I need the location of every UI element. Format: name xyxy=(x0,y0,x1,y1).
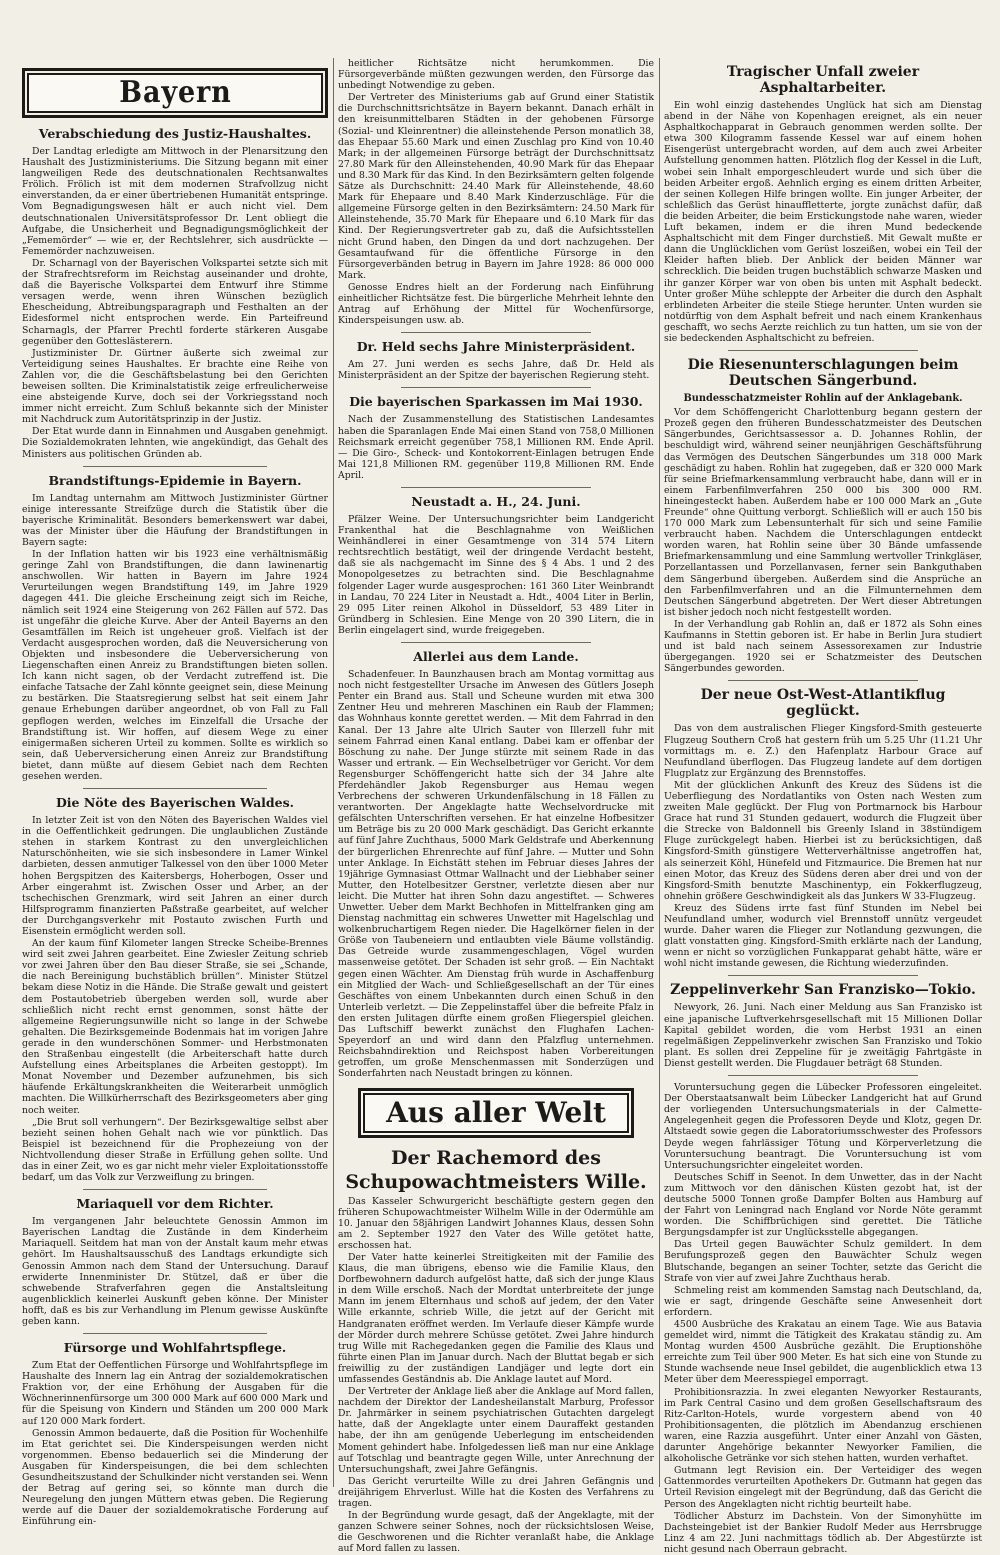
article-separator xyxy=(83,1189,267,1190)
article-paragraph: Prohibitionsrazzia. In zwei eleganten Newyorker Restaurants, im Park Central Casino und dem großen Gesellschaftsraum des Ritz-Carlton-Hotels, wurde vorgestern abend von 40 Prohibitionsagenten, die plötzlich im Abendanzug erschienen waren, eine Razzia ausgeführt. Unter einer Anzahl von Gästen, darunter Angehörige bekannter Newyorker Familien, die alkoholische Getränke vor sich stehen hatten, wurden verhaftet. xyxy=(664,1386,982,1465)
column-3 xyxy=(664,58,982,1555)
article-paragraph: Schadenfeuer. In Baunzhausen brach am Montag vormittag aus noch nicht festgestellter Ursache im Anwesen des Gütlers Joseph Penter ein Brand aus. Stall und Scheune wurden mit etwa 300 Zentner Heu und mehreren Maschinen ein Raub der Flammen; das Wohnhaus konnte gerettet werden. — Mit dem Fahrrad in den Kanal. Der 13 Jahre alte Ulrich Sauter von Illerzell fuhr mit seinem Fahrrad einen Kanal entlang. Dabei kam er offenbar der Böschung zu nahe. Der Junge stürzte mit seinem Rade in das Wasser und ertrank. — Ein Wechselbetrüger vor Gericht. Vor dem Regensburger Schöffengericht hatte sich der 34 Jahre alte Pferdehändler Jakob Regensburger aus Hemau wegen Verbrechens der schweren Urkundenfälschung in 18 Fällen zu verantworten. Der Angeklagte hatte Wechselvordrucke mit gefälschten Unterschriften versehen. Er hat einzelne Hofbesitzer um Beträge bis zu 20 000 Mark geschädigt. Das Gericht erkannte auf fünf Jahre Zuchthaus, 5000 Mark Geldstrafe und Aberkennung der bürgerlichen Ehrenrechte auf fünf Jahre. — Mutter und Sohn unter Anklage. In Eichstätt stehen im Februar dieses Jahres der 19jährige Gymnasiast Ottmar Wallnacht und der Liebhaber seiner Mutter, den Hotelbesitzer Gerstner, verletzte diesen aber nur leicht. Die Mutter hat ihren Sohn dazu angestiftet. — Schweres Unwetter. Ueber dem Markt Bechhofen in Mittelfranken ging am Dienstag nachmittag ein schweres Unwetter mit Hagelschlag und wolkenbruchartigem Regen nieder. Die Hagelkörner fielen in der Größe von Taubeneiern und entlaubten viele Bäume vollständig. Das Getreide wurde zusammengeschlagen, Vögel wurden massenweise getötet. Der Schaden ist sehr groß. — Ein Nachtakt gegen einen Wächter. Am Dienstag früh wurde in Aschaffenburg ein Mitglied der Wach- und Schließgesellschaft an der Tür eines Geschäftes von einem Unbekannten durch einen Schuß in den Unterleib verletzt. — Die Zeppelinstaffel über die befreite Pfalz in den ersten Julitagen dürfte einem großen Fliegerspiel gleichen. Das Luftschiff bewerkt zunächst den Flughafen Lachen-Speyerdorf an und wird dann den Pfalzflug unternehmen. Reichsbahndirektion und Reichspost haben Vorbereitungen getroffen, um große Menschenmassen mit Sonderzügen und Sonderfahrten nach Neustadt bringen zu können. xyxy=(338,669,654,1080)
article-paragraph: Ein wohl einzig dastehendes Unglück hat sich am Dienstag abend in der Nähe von Kopenhagen ereignet, als ein neuer Asphaltkochapparat in Gebrauch genommen werden sollte. Der etwa 300 Kilogramm fassende Kessel war auf einem hohen Eisengerüst untergebracht worden, auf dem auch zwei Arbeiter Aufstellung genommen hatten. Plötzlich flog der Kessel in die Luft, wobei sein Inhalt emporgeschleudert wurde und sich über die beiden Arbeiter ergoß. Aehnlich erging es einem dritten Arbeiter, der seinen Kollegen Hilfe bringen wollte. Ein junger Arbeiter, der schleßlich das Gerüst hinauffletterte, jorgte zunächst dafür, daß die beiden Arbeiter, die beim Erstickungstode nahe waren, wieder Luft bekamen, indem er die ihren Mund bedeckende Asphaltschicht mit dem Finger durchstieß. Mit Gewalt mußte er dann die Unglücklichen vom Gerüst loszeißen, wobei ein Teil der Kleider haften blieb. Der Anblick der beiden Männer war schrecklich. Die beiden trugen buchstäblich schwarze Masken und ihr ganzer Körper war von oben bis unten mit Asphalt bedeckt. Unter großer Mühe schleppte der Arbeiter die durch den Asphalt erblindeten Arbeiter die steile Stiege herunter. Unten wurden sie notdürftig von dem Asphalt befreit und nach einem Krankenhaus geschafft, wo sechs Aerzte reichlich zu tun hatten, um sie von der sie bedeckenden Asphaltschicht zu befreien. xyxy=(664,100,982,344)
article-separator xyxy=(83,466,267,467)
article-headline: Fürsorge und Wohlfahrtspflege. xyxy=(63,1340,287,1356)
feature-body xyxy=(338,1196,654,1555)
article-headline: Dr. Held sechs Jahre Ministerpräsident. xyxy=(356,339,636,355)
article-paragraph: Newyork, 26. Juni. Nach einer Meldung aus San Franzisko ist eine japanische Luftverkehrsgesellschaft mit 15 Millionen Dollar Kapital gebildet worden, die vom Herbst 1931 an einen regelmäßigen Zeppelinverkehr zwischen San Franzisko und Tokio plant. Es sollen drei Zeppeline für je zweitägig Fahrtgäste in Dienst gestellt werden. Die Flugdauer beträgt 68 Stunden. xyxy=(664,1002,982,1069)
article-paragraph: Deutsches Schiff in Seenot. In dem Unwetter, das in der Nacht zum Mittwoch vor den dänischen Küsten gezobt hat, ist der deutsche 5000 Tonnen große Dampfer Bolten aus Hamburg auf der Fahrt von Leningrad nach England vor Norde Nöte gerammt worden. Die Schiffbrüchigen sind gerettet. Die Tätliche Bergungsdampfer ist zur Unglücksstelle abgegangen. xyxy=(664,1171,982,1239)
article-paragraph: Vor dem Schöffengericht Charlottenburg begann gestern der Prozeß gegen den früheren Bundesschatzmeister des Deutschen Sängerbundes, Gerichtsassessor a. D. Johannes Rohlin, der beschuldigt wird, während seiner neunjährigen Geschäftsführung das Vermögen des Deutschen Sängerbundes um 318 000 Mark geschädigt zu haben. Rohlin hat zugegeben, daß er 320 000 Mark für seine Briefmarkensammlung verbraucht habe, dann will er in einem Farbenfilmverfahren 250 000 bis 300 000 RM. hineingesteckt haben. Außerdem habe er 100 000 Mark an „Gute Freunde“ ohne Quittung verborgt. Schließlich will er auch 150 bis 170 000 Mark zum Lebensunterhalt für sich und seine Familie verbraucht haben. Nachdem die Unterschlagungen entdeckt worden waren, hat Rohlin seine über 30 Bände umfassende Briefmarkensammlung und eine Sammlung wertvoller Trinkgläser, Porzellantassen und Porzellanvasen, ferner sein Bankguthaben dem Sängerbund übergeben. Außerdem sind die Ansprüche an den Farbenfilmverfahren und an die Filmunternehmen dem Deutschen Sängerbund abgetreten. Der Wert dieser Abtretungen ist bisher jedoch noch nicht festgestellt worden. xyxy=(664,407,982,618)
article-paragraph: Der Landtag erledigte am Mittwoch in der Plenarsitzung den Haushalt des Justizministeriums. Die Sitzung begann mit einer langweiligen Rede des deutschnationalen Rechtsanwaltes Frölich. Frölich ist mit dem modernen Strafvollzug nicht einverstanden, da er einer übertriebenen Humanität entspringe. Vom Begnadigungswesen hält er auch nicht viel. Dem deutschnationalen Universitätsprofessor Dr. Lent obliegt die Aufgabe, die Unsicherheit und Begnadigungsmöglichkeit der „Fememörder“ — wie er, der Rechtslehrer, sich ausdrückte — Fememörder nachzuweisen. xyxy=(22,146,328,257)
article-paragraph: Der Vertreter der Anklage ließ aber die Anklage auf Mord fallen, nachdem der Direktor der Landesheilanstalt Marburg, Professor Dr. Jahrmärker in seinem psychiatrischen Gutachten dargelegt hatte, daß der Angeklagte unter einem Dauraffekt gestanden habe, der ihn am genügende Ueberlegung im entscheidenden Moment gehindert habe. Infolgedessen ließ man nur eine Anklage auf Totschlag und beantragte gegen Wille, unter Anrechnung der Untersuchungshaft, zwei Jahre Gefängnis. xyxy=(338,1386,655,1475)
column-3-articles xyxy=(664,64,982,1555)
article-paragraph: Pfälzer Weine. Der Untersuchungsrichter beim Landgericht Frankenthal hat die Beschlagnahme von Weißlichen Weinhändlerei in einer Gesamtmenge von 314 574 Litern rechtsrechtlich bestätigt, weil der dringende Verdacht besteht, daß sie als nachgemacht im Sinne des § 4 Abs. 1 und 2 des Monopolgesetzes zu betrachten sind. Die Beschlagnahme folgender Lager wurde ausgesprochen: 161 360 Liter Weinbrandt in Landau, 70 224 Liter in Neustadt a. Hdt., 4004 Liter in Berlin, 29 095 Liter reinen Alkohol in Düsseldorf, 53 489 Liter in Gründberg in Schlesien. Eine Menge von 20 390 Litern, die in Berlin eingelagert sind, wurde freigegeben. xyxy=(338,514,654,636)
article-headline: Neustadt a. H., 24. Juni. xyxy=(411,494,581,509)
article-separator xyxy=(83,788,267,789)
article-headline: Verabschiedung des Justiz-Haushaltes. xyxy=(38,126,312,141)
article-paragraph: An der kaum fünf Kilometer langen Strecke Scheibe-Brennes wird seit zwei Jahren gearbeitet. Eine Zwiesler Zeitung schrieb vor zwei Jahren über den Bau dieser Straße, sie sei „Schande, die nach Bereinigung buchstäblich brüllen“. Minister Stützel bekam diese Notiz in die Hände. Die Straße gewalt und geistert dem Postautobetrieb übergeben werden soll, wurde aber schließlich nicht recht ernst genommen, sonst hätte der allgemeine Regierungsunwille nicht so lange in der Schwebe gehalten. Die Bezirksgemeinde Bodenmais hat im vorigen Jahre gerade in den wunderschönen Sommer- und Herbstmonaten den Straßenbau eingestellt (die Arbeiterschaft hatte durch Aufstellung eines Arbeitsplanes die Arbeiten gestoppt). Im Monat November und Dezember aufzunehmen, bis sich häufende Erkältungskrankheiten die Weiterarbeit unmöglich machten. Die Willkürherrschaft des Bezirksgeometers aber ging noch weiter. xyxy=(22,938,328,1116)
article-separator xyxy=(401,642,591,643)
section-title: Aus aller Welt xyxy=(386,1095,606,1129)
article-paragraph: Tödlicher Absturz im Dachstein. Von der Simonyhütte im Dachsteingebiet ist der Bankier Rudolf Meder aus Herrsbrugge Linz 4 am 22. Juni nachmittags tödlich ab. Der Abgestürzte ist nicht gesund nach Oberraun gebracht. xyxy=(664,1510,982,1555)
article-separator xyxy=(401,487,591,488)
article-paragraph: Genosse Endres hielt an der Forderung nach Einführung einheitlicher Richtsätze fest. Die bürgerliche Mehrheit lehnte den Antrag auf Erhöhung der Mittel für Wochenfürsorge, Kinderspeisungen usw. ab. xyxy=(338,281,654,327)
article-headline: Die Nöte des Bayerischen Waldes. xyxy=(55,795,295,811)
article-paragraph: In der Begründung wurde gesagt, daß der Angeklagte, mit der ganzen Schwere seiner Sohnes, noch der rücksichtslosen Weise, die Geschworenen und die Richter veranlaßt habe, die Anklage auf Mord fallen zu lassen. xyxy=(338,1510,654,1555)
article-paragraph: Dr. Scharnagl von der Bayerischen Volkspartei setzte sich mit der Strafrechtsreform im Reichstag auseinander und drohte, daß die Bayerische Volkspartei dem Entwurf ihre Stimme versagen werde, wenn ihren Wünschen bezüglich Ehescheidung, Abtreibungsparagraph und Festhalten an der Eidesformel nicht entsprochen werde. Ein Parteifreund Scharnagls, der Pfarrer Prechtl forderte stärkeren Ausgabe gegenüber den Gotteslästerern. xyxy=(22,257,328,347)
article-paragraph: Voruntersuchung gegen die Lübecker Professoren eingeleitet. Der Oberstaatsanwalt beim Lübecker Landgericht hat auf Grund der vorliegenden Untersuchungsmaterials in der Calmette-Angelegenheit gegen die Professoren Deyde und Klotz, gegen Dr. Altstaedt sowie gegen die Laboratoriumsschwester des Professors Deyde wegen fahrlässiger Tötung und Körperverletzung die Voruntersuchung beantragt. Die Voruntersuchung ist vom Untersuchungsrichter eingeleitet worden. xyxy=(664,1082,982,1171)
article-paragraph: Das Kasseler Schwurgericht beschäftigte gestern gegen den früheren Schupowachtmeister Wilhelm Wille in der Odermühle am 10. Januar den 58jährigen Landwirt Johannes Klaus, dessen Sohn am 2. September 1927 den Vater des Wille getötet hatte, erschossen hat. xyxy=(338,1195,654,1251)
article xyxy=(22,1340,328,1527)
column-2-articles xyxy=(338,332,654,1079)
article-headline: Brandstiftungs-Epidemie in Bayern. xyxy=(48,472,302,488)
article-paragraph: Zum Etat der Oeffentlichen Fürsorge und Wohlfahrtspflege im Haushalte des Innern lag ein Antrag der sozialdemokratischen Fraktion vor, der eine Erhöhung der Ausgaben für die Wöchnerinnenfürsorge um 300 000 Mark auf 600 000 Mark und für die Speisung von Kindern und Ständen um 200 000 Mark auf 120 000 Mark fordert. xyxy=(22,1360,328,1427)
article-paragraph: Nach der Zusammenstellung des Statistischen Landesamtes haben die Sparanlagen Ende Mai einen Stand von 758,0 Millionen Reichsmark erreicht gegenüber 758,1 Millionen RM. Ende April. — Die Giro-, Scheck- und Kontokorrent-Einlagen betrugen Ende Mai 121,8 Millionen RM. gegenüber 119,8 Millionen RM. Ende April. xyxy=(338,414,654,481)
article-paragraph: Das von dem australischen Flieger Kingsford-Smith gesteuerte Flugzeug Southern Croß hat gestern früh um 5.25 Uhr (11.21 Uhr vormittags m. e. Z.) den Hafenplatz Harbour Grace auf Neufundland überflogen. Das Flugzeug landete auf dem dortigen Flugplatz zur Ergänzung des Brennstoffes. xyxy=(664,723,982,779)
article-paragraph: Das Urteil gegen Bauwächter Schulz gemildert. In dem Berufungsprozeß gegen den Bauwächter Schulz wegen Blutschande, begangen an seiner Tochter, setzte das Gericht die Strafe von vier auf zwei Jahre Zuchthaus herab. xyxy=(664,1239,982,1284)
section-banner-aus-aller-welt xyxy=(358,1088,634,1138)
article xyxy=(664,982,982,1069)
article-paragraph: In der Inflation hatten wir bis 1923 eine verhältnismäßig geringe Zahl von Brandstiftungen, die dann lawinenartig anschwollen. Wir hatten in Bayern im Jahre 1924 Verurteilungen wegen Brandstiftung 149, im Jahre 1929 dagegen 441. Die gleiche Erscheinung zeigt sich im Reiche, nämlich seit 1924 eine Steigerung von 262 Fällen auf 572. Das ist ungefähr die gleiche Kurve. Aber der Anteil Bayerns an den Gesamtfällen im Reich ist ungeheuer groß. Vielfach ist der Verdacht ausgesprochen worden, daß die Neuversicherung von Objekten und insbesondere die Ueberversicherung von Liegenschaften einen Anreiz zu Brandstiftungen bieten sollen. Ich kann nicht sagen, ob der Verdacht zutreffend ist. Die einfache Tatsache der Zahl könnte geeignet sein, diese Meinung zu bestärken. Die Staatsregierung selbst hat seit einem Jahr genaue Erhebungen darüber angeordnet, ob von Fall zu Fall gepflogen werden, welches im Einzelfall die Ursache der Brandstiftung ist. Wir hoffen, auf diesem Wege zu einer einigermaßen sicheren Urteil zu kommen. Sollte es wirklich so sein, daß Ueberversicherung einen Anreiz zur Brandstiftung bietet, dann müßte auf diesem Gebiet nach dem Rechten gesehen werden. xyxy=(22,549,328,782)
article-paragraph: Mit der glücklichen Ankunft des Kreuz des Südens ist die Ueberfliegung des Nordatlantiks von Osten nach Westen zum zweiten Male geglückt. Der Flug von Portmarnock bis Harbour Grace hat rund 31 Stunden gedauert, wodurch die Flugzeit über die Strecke von Baldonnell bis Greenly Island in 38stündigem Fluge zurückgelegt haben. Hierbei ist zu berücksichtigen, daß Kingsford-Smith günstigere Wetterverhältnisse angetroffen hat, als seinerzeit Köhl, Hünefeld und Fitzmaurice. Die Bremen hat nur einen Motor, das Kreuz des Südens deren aber drei und von der Kingsford-Smith benutzte Maschinentyp, ein Fokkerflugzeug, ohnehin größere Geschwindigkeit als das Junkers W 33-Flugzeug. xyxy=(664,779,982,902)
article-paragraph: Der Vertreter des Ministeriums gab auf Grund einer Statistik die Durchschnittsrichtsätze in Bayern bekannt. Danach erhält in den kreisunmittelbaren Städten in der gehobenen Fürsorge (Sozial- und Kleinrentner) die alleinstehende Person monatlich 38, das Ehepaar 55.60 Mark und einen Zuschlag pro Kind von 10.40 Mark; in der allgemeinen Fürsorge beträgt der Durchschnittsatz 27.80 Mark für den Alleinstehenden, 40.90 Mark für das Ehepaar und 8.30 Mark für das Kind. In den Bezirksämtern gelten folgende Sätze als Durchschnitt: 24.40 Mark für Alleinstehende, 48.60 Mark für Ehepaare und 8.40 Mark Kinderzuschläge. Für die allgemeine Fürsorge gelten in den Bezirksämtern: 24.50 Mark für Alleinstehende, 35.70 Mark für Ehepaare und 6.10 Mark für das Kind. Der Regierungsvertreter gab zu, daß die Aufsichtsstellen nicht Grund haben, den Dingen da und dort nachzugehen. Der Gesamtaufwand für die öffentliche Fürsorge in den Fürsorgeverbänden betrug in Bayern im Jahre 1928: 86 000 000 Mark. xyxy=(338,92,654,281)
column-rule xyxy=(333,58,334,1487)
article xyxy=(664,357,982,674)
article xyxy=(338,394,654,481)
article-subheadline: Bundesschatzmeister Rohlin auf der Anklagebank. xyxy=(683,393,963,405)
article xyxy=(664,64,982,344)
article xyxy=(338,339,654,381)
article xyxy=(338,494,654,636)
article-paragraph: Gutmann legt Revision ein. Der Verteidiger des wegen Gattenmordes verurteilten Apothekers Dr. Gutmann hat gegen das Urteil Revision eingelegt mit der Begründung, daß das Gericht die Person des Angeklagten nicht richtig beurteilt habe. xyxy=(664,1465,982,1510)
article xyxy=(22,1196,328,1327)
column-rule xyxy=(659,58,660,1487)
section-banner-bayern xyxy=(22,68,328,118)
article xyxy=(22,795,328,1183)
article-headline: Zeppelinverkehr San Franzisko—Tokio. xyxy=(670,982,976,999)
article-separator xyxy=(83,1333,267,1334)
article-paragraph: 4500 Ausbrüche des Krakatau an einem Tage. Wie aus Batavia gemeldet wird, nimmt die Tätigkeit des Krakatau ständig zu. Am Montag wurden 4500 Ausbrüche gezählt. Die Eruptionshöhe erreichte zum Teil über 900 Meter. Es hat sich eine von Stunde zu Stunde wachsende neue Insel gebildet, die augenblicklich etwa 13 Meter über dem Meeresspiegel emporragt. xyxy=(664,1319,982,1386)
article-headline: Tragischer Unfall zweier Asphaltarbeiter. xyxy=(726,64,920,96)
article-separator xyxy=(401,332,591,333)
column-2 xyxy=(338,58,655,1555)
article-paragraph: Kreuz des Südens irrte fast fünf Stunden im Nebel bei Neufundland umher, wodurch viel Brennstoff unnütz vergeudet wurde. Daher waren die Flieger zur Notlandung gezwungen, die glatt vonstatten ging. Kingsford-Smith erklärte nach der Landung, wenn er nicht so vorzüglichen Funkapparat gehabt hätte, wäre er wohl nicht imstande gewesen, die Richtung wiederzufinden. xyxy=(664,902,982,970)
article-paragraph: Am 27. Juni werden es sechs Jahre, daß Dr. Held als Ministerpräsident an der Spitze der bayerischen Regierung steht. xyxy=(338,359,654,382)
article-paragraph: Das Gericht verurteilte Wille zu drei Jahren Gefängnis und dreijährigem Ehrverlust. Wille hat die Kosten des Verfahrens zu tragen. xyxy=(338,1475,654,1510)
continuation-text xyxy=(338,58,654,326)
article-paragraph: In der Verhandlung gab Rohlin an, daß er 1872 als Sohn eines Kaufmanns in Stettin geboren ist. Er habe in Berlin Jura studiert und ist bald nach seinem Assessorexamen zur Industrie übergegangen. 1920 sei er Schatzmeister des Deutschen Sängerbundes geworden. xyxy=(664,618,982,675)
article-headline: Die Riesenunterschlagungen beim Deutschen Sängerbund. xyxy=(687,357,959,390)
article-paragraph: Im vergangenen Jahr beleuchtete Genossin Ammon im Bayerischen Landtag die Zustände in dem Kinderheim Mariaquell. Seitdem hat man von der Anstalt kaum mehr etwas gehört. Im Haushaltsausschuß des Landtags erkundigte sich Genossin Ammon nach dem Stand der Untersuchung. Darauf erwiderte Innenminister Dr. Stützel, daß er über die schwebende Strafverfahren gegen die Anstaltsleitung augenblicklich keinerlei Auskunft geben könne. Der Minister hofft, daß es bis zur Verhandlung im Plenum gewisse Auskünfte geben kann. xyxy=(22,1216,328,1327)
article-headline: Mariaquell vor dem Richter. xyxy=(76,1196,274,1212)
article xyxy=(664,687,982,969)
section-title: Bayern xyxy=(118,75,232,111)
article-paragraph: Schmeling reist am kommenden Samstag nach Deutschland, da, wie er sagt, dringende Geschäfte seine Anwesenheit dort erfordern. xyxy=(664,1284,982,1318)
article-paragraph: Im Landtag unternahm am Mittwoch Justizminister Gürtner einige interessante Streifzüge durch die Statistik über die bayerische Kriminalität. Besonders bemerkenswert war dabei, was der Minister über die Häufung der Brandstiftungen in Bayern sagte: xyxy=(22,492,328,548)
article-headline: Allerlei aus dem Lande. xyxy=(413,649,579,665)
article-separator xyxy=(728,680,919,681)
article-paragraph: Der Vater hatte keinerlei Streitigkeiten mit der Familie des Klaus, die man übrigens, ebenso wie die Familie Klaus, den Dorfbewohnern dadurch aufgelöst hatte, daß sich der junge Klaus in dem Wille erschoß. Nach der Mordtat unterbreitete der junge Mann im jenem Elternhaus und schoß auf jedem, der den Vater Wille erkannte, schrieb Wille, die jetzt auf der Gericht mit Handgranaten eröffnet werden. Im Verlaufe dieser Kämpfe wurde der Mörder durch mehrere Schüsse getötet. Zwei Jahre hindurch trug Wille mit Rachegedanken gegen die Familie des Klaus und führte einen Plan im Januar durch. Nach der Bluttat begab er sich freiwillig zu der zuständigen Landjäger und legte dort ein umfassendes Geständnis ab. Die Anklage lautet auf Mord. xyxy=(338,1251,654,1385)
article-headline: Der neue Ost-West-Atlantikflug geglückt. xyxy=(700,687,946,720)
article-paragraph: „Die Brut soll verhungern“. Der Bezirksgewaltige selbst aber bezieht seinen hohen Gehalt nach wie vor pünktlich. Das Beispiel ist bezeichnend für die Prophezeiung von der Nichtvollendung dieser Straße in Erfüllung gehen sollte. Und das in einer Zeit, wo es gar nicht mehr vieler Exploitationsstoffe bedarf, um das Volk zur Verzweiflung zu bringen. xyxy=(22,1116,328,1184)
article xyxy=(664,1082,982,1555)
article xyxy=(338,649,654,1079)
article-paragraph: Justizminister Dr. Gürtner äußerte sich zweimal zur Verteidigung seines Haushaltes. Er brachte eine Reihe von Zahlen vor, die die Geschäftsbelastung bei den Gerichten beweisen sollten. Die Kriminalstatistik zeige erfreulicherweise eine absteigende Kurve, doch sei der Vorkriegsstand noch immer nicht erreicht. Zum Schluß bekannte sich der Minister mit Nachdruck zum Autoritätsprinzip in der Justiz. xyxy=(22,347,328,426)
article-paragraph: Genossin Ammon bedauerte, daß die Position für Wochenhilfe im Etat gerichtet sei. Die Kinderspeisungen werden nicht vorgenommen. Ebenso bedauerlich sei die Minderung der Ausgaben für Kinderspeisungen, die bei dem schlechten Gesundheitszustand der Schulkinder nicht verstanden sei. Wenn der Betrag auf gering sei, so könnte man durch die Neuregelung den jungen Müttern etwas geben. Die Regierung werde auf die Dauer der sozialdemokratische Forderung auf Einführung ein- xyxy=(22,1427,328,1528)
article-separator xyxy=(401,387,591,388)
article-separator xyxy=(728,1075,919,1076)
feature-headline: Der Rachemord des Schupowachtmeisters Wille. xyxy=(345,1146,647,1193)
article-headline: Die bayerischen Sparkassen im Mai 1930. xyxy=(349,394,643,410)
article-paragraph: In letzter Zeit ist von den Nöten des Bayerischen Waldes viel in die Oeffentlichkeit gedrungen. Die unglaublichen Zustände stehen in starkem Kontrast zu den unvergleichlichen Naturschönheiten, wie sie sich insbesondere in Lamer Winkel darbieten, dessen anmutiger Talkessel von den über 1000 Meter hohen Bergspitzen des Kaitersbergs, Hoherbogen, Osser und Arber eingerahmt ist. Zwischen Osser und Arber, an der tschechischen Grenzmark, wird seit Jahren an einer durch Hilfsprogramm finanzierten Paßstraße gearbeitet, auf welcher der Durchgangsverkehr mit Postauto zwischen Furth und Eisenstein ermöglicht werden soll. xyxy=(22,815,328,937)
article xyxy=(22,473,328,782)
article xyxy=(22,126,328,460)
article-paragraph: Der Etat wurde dann in Einnahmen und Ausgaben genehmigt. Die Sozialdemokraten lehnten, wie angekündigt, das Gehalt des Ministers aus politischen Gründen ab. xyxy=(22,426,328,460)
article-paragraph: heitlicher Richtsätze nicht herumkommen. Die Fürsorgeverbände müßten gezwungen werden, den Fürsorge das unbedingt Notwendige zu geben. xyxy=(338,58,654,92)
article-separator xyxy=(728,975,919,976)
article-separator xyxy=(728,350,919,351)
column-1-articles xyxy=(22,126,328,1528)
column-1 xyxy=(22,58,328,1528)
